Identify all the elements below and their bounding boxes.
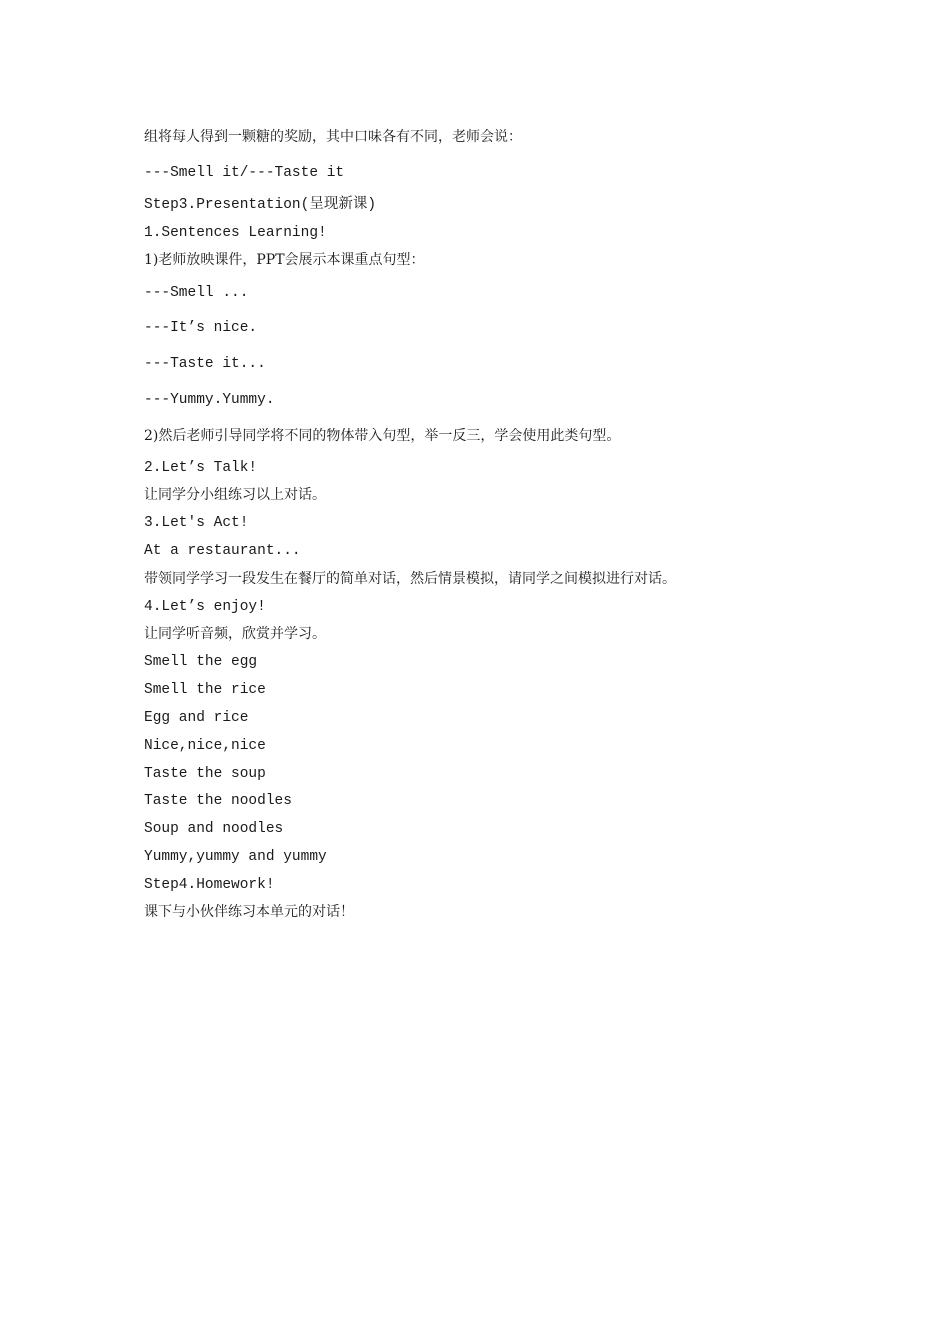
text-line: ---It’s nice. — [144, 320, 258, 336]
text-line: ---Smell it/---Taste it — [144, 165, 345, 181]
text-line: 3.Let's Act! — [144, 515, 249, 531]
text-line: Nice,nice,nice — [144, 738, 266, 754]
text-line: Yummy,yummy and yummy — [144, 849, 327, 865]
text-line: 1)老师放映课件，PPT会展示本课重点句型： — [144, 252, 425, 268]
text-line: At a restaurant... — [144, 543, 301, 559]
text-line: Taste the soup — [144, 766, 266, 782]
text-line: Egg and rice — [144, 710, 249, 726]
text-line: 1.Sentences Learning! — [144, 225, 327, 241]
text-line: 让同学分小组练习以上对话。 — [144, 487, 326, 503]
text-line: ---Yummy.Yummy. — [144, 392, 275, 408]
text-line: 4.Let’s enjoy! — [144, 599, 266, 615]
text-line: Smell the egg — [144, 654, 258, 670]
text-line: ---Taste it... — [144, 356, 266, 372]
text-line: Smell the rice — [144, 682, 266, 698]
text-line: Taste the noodles — [144, 793, 292, 809]
text-line: Step3.Presentation(呈现新课) — [144, 197, 377, 213]
text-line: 组将每人得到一颗糖的奖励，其中口味各有不同，老师会说： — [144, 129, 522, 145]
text-line: ---Smell ... — [144, 285, 249, 301]
text-line: 2.Let’s Talk! — [144, 460, 258, 476]
text-line: Soup and noodles — [144, 821, 284, 837]
text-line: 带领同学学习一段发生在餐厅的简单对话，然后情景模拟，请同学之间模拟进行对话。 — [144, 571, 676, 587]
text-line: 让同学听音频，欣赏并学习。 — [144, 626, 326, 642]
text-line: Step4.Homework! — [144, 877, 275, 893]
text-line: 课下与小伙伴练习本单元的对话！ — [144, 904, 354, 920]
text-line: 2)然后老师引导同学将不同的物体带入句型，举一反三，学会使用此类句型。 — [144, 428, 621, 444]
